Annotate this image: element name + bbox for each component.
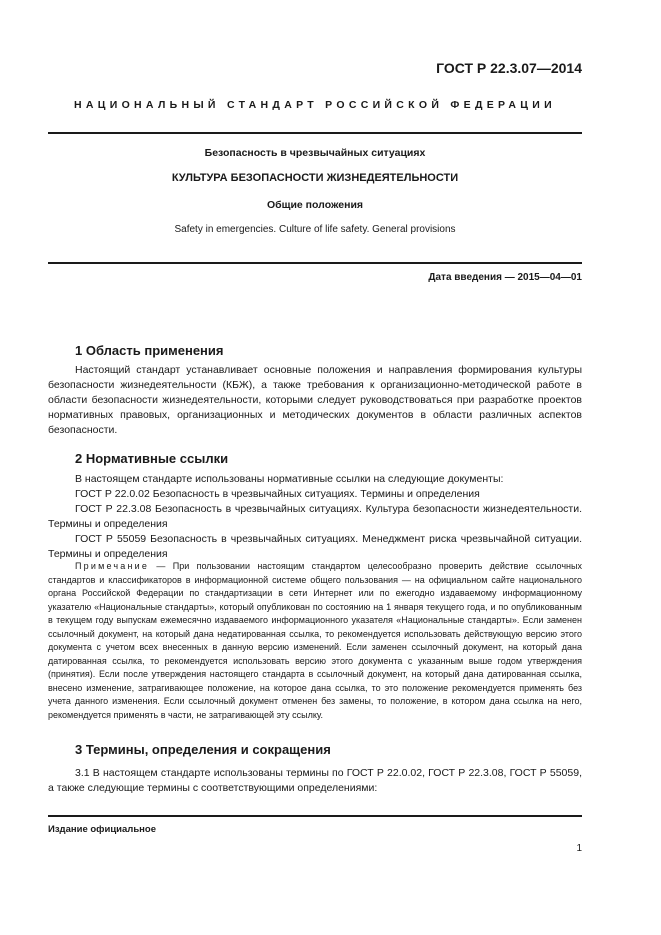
english-title: Safety in emergencies. Culture of life safety. General provisions: [174, 224, 456, 235]
top-divider: [48, 132, 582, 134]
reference-item: ГОСТ Р 22.3.08 Безопасность в чрезвычайных ситуациях. Культура безопасности жизнедеятельности. Термины и определения: [48, 503, 582, 530]
section-2-heading: 2 Нормативные ссылки: [75, 451, 229, 466]
note-paragraph: [48, 560, 582, 722]
section-3-body: [48, 766, 582, 796]
references-note: [48, 560, 582, 722]
standard-code: ГОСТ Р 22.3.07—2014: [436, 60, 582, 76]
title-line-1: Безопасность в чрезвычайных ситуациях: [204, 147, 426, 159]
reference-item: ГОСТ Р 55059 Безопасность в чрезвычайных ситуациях. Менеджмент риска чрезвычайной ситуации. Термины и определения: [48, 533, 582, 560]
title-line-2: КУЛЬТУРА БЕЗОПАСНОСТИ ЖИЗНЕДЕЯТЕЛЬНОСТИ: [171, 172, 459, 184]
title-divider: [48, 262, 582, 264]
reference-item: ГОСТ Р 22.0.02 Безопасность в чрезвычайных ситуациях. Термины и определения: [75, 488, 480, 500]
section-1-heading: 1 Область применения: [75, 343, 224, 358]
section-3-heading: 3 Термины, определения и сокращения: [75, 742, 331, 757]
footer-divider: [48, 815, 582, 817]
section-1-body: [48, 363, 582, 438]
title-line-3: Общие положения: [266, 199, 364, 211]
note-text: — При пользовании настоящим стандартом целесообразно проверить действие ссылочных стандартов и классификаторов в информационной системе общего пользования — на официальном сайте национального органа Российской Федерации по стандартизации в сети Интернет или по ежегодно издаваемому информационному указателю «Национальные стандарты», который опубликован по состоянию на 1 января текущего года, и по опубликованным в текущем году выпускам ежемесячно издаваемого информационного указателя «Национальные стандарты». Если заменен ссылочный документ, на который дана недатированная ссылка, то рекомендуется использовать действующую версию этого документа с учетом всех внесенных в данную версию изменений. Если заменен ссылочный документ, на который дана датированная ссылка, то рекомендуется использовать версию этого документа с указанным выше годом утверждения (принятия). Если после утверждения настоящего стандарта в ссылочный документ, на который дана датированная ссылка, внесено изменение, затрагивающее положение, на которое дана ссылка, то это положение рекомендуется применять без учета данного изменения. Если ссылочный документ отменен без замены, то положение, в котором дана ссылка на него, рекомендуется применять в части, не затрагивающей эту ссылку.: [48, 561, 582, 720]
note-label: Примечание: [75, 561, 150, 571]
national-standard-title: НАЦИОНАЛЬНЫЙ СТАНДАРТ РОССИЙСКОЙ ФЕДЕРАЦИИ: [74, 99, 556, 111]
section-2-body: [48, 472, 582, 562]
introduction-date: Дата введения — 2015—04—01: [428, 272, 582, 283]
official-edition-label: Издание официальное: [48, 824, 156, 835]
section-3-text: 3.1 В настоящем стандарте использованы термины по ГОСТ Р 22.0.02, ГОСТ Р 22.3.08, ГОСТ Р 55059, а также следующие термины с соответствующими определениями:: [48, 767, 582, 794]
section-2-intro: В настоящем стандарте использованы нормативные ссылки на следующие документы:: [75, 473, 504, 485]
page-number: 1: [576, 843, 582, 854]
section-1-text: Настоящий стандарт устанавливает основные положения и направления формирования культуры безопасности жизнедеятельности (КБЖ), а также требования к организационно-методической работе в области безопасности жизнедеятельности, которыми следует руководствоваться при разработке проектов нормативных правовых, организационных и методических документов в области различных аспектов безопасности.: [48, 364, 582, 436]
